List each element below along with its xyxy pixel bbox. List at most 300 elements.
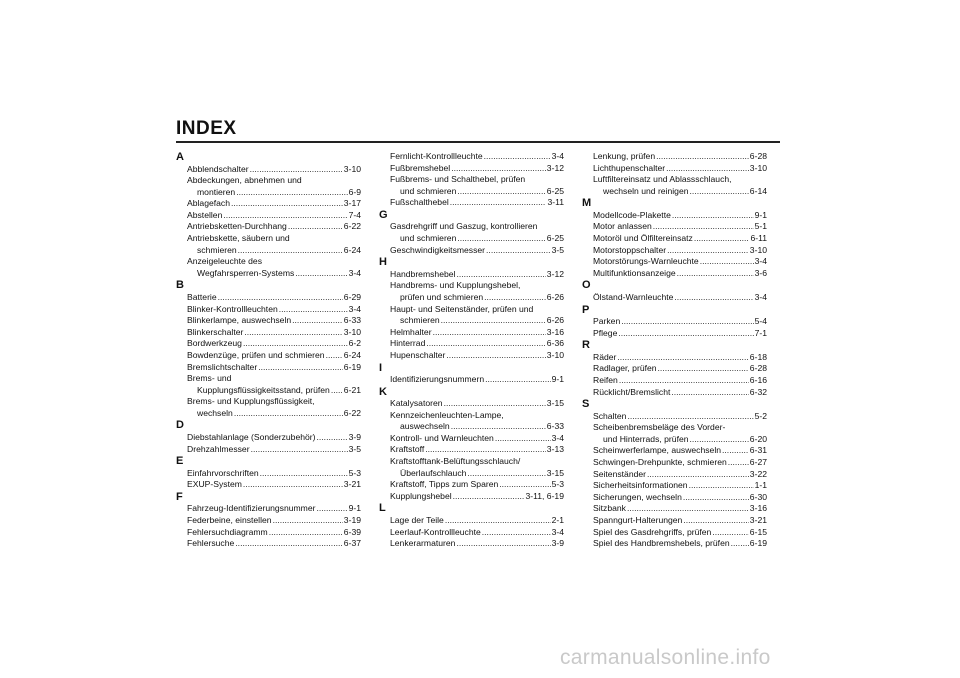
dot-leader xyxy=(495,433,551,445)
index-entry-text: montieren xyxy=(197,186,236,197)
index-entry-page: 3-22 xyxy=(749,468,767,479)
dot-leader xyxy=(627,411,753,423)
index-entry xyxy=(582,457,767,469)
dot-leader xyxy=(485,374,550,386)
index-entry-page: 6-31 xyxy=(749,445,767,456)
dot-leader xyxy=(317,503,348,515)
index-entry-page: 6-16 xyxy=(749,374,767,385)
index-entry-page: 6-32 xyxy=(749,386,767,397)
index-entry-page: 6-25 xyxy=(546,233,564,244)
index-entry-page: 6-28 xyxy=(749,151,767,161)
index-entry-text: Wegfahrsperren-Systems xyxy=(197,267,295,278)
dot-leader xyxy=(467,468,545,480)
index-entry-text: Sicherheitsinformationen xyxy=(593,480,688,491)
index-entry xyxy=(176,292,361,304)
index-entry-page: 6-33 xyxy=(546,421,564,432)
dot-leader xyxy=(451,421,546,433)
index-entry xyxy=(176,396,361,419)
dot-leader xyxy=(656,151,749,163)
index-entry-text: Scheibenbremsbeläge des Vorder- xyxy=(593,422,726,433)
index-entry-text: Bowdenzüge, prüfen und schmieren xyxy=(187,349,325,360)
index-entry-page: 6-26 xyxy=(546,315,564,326)
index-entry xyxy=(582,328,767,340)
index-entry-text: Fußbremshebel xyxy=(390,162,451,173)
index-entry xyxy=(176,210,361,222)
index-entry-text: Bremslichtschalter xyxy=(187,361,258,372)
index-entry-page: 3-15 xyxy=(546,467,564,478)
index-letter-heading: R xyxy=(582,339,590,352)
index-entry-page: 3-10 xyxy=(343,163,361,174)
index-entry-text: Kupplungsflüssigkeitsstand, prüfen xyxy=(197,384,330,395)
dot-leader xyxy=(453,491,525,503)
index-entry-text: Modellcode-Plakette xyxy=(593,209,671,220)
index-entry-text: Spiel des Gasdrehgriffs, prüfen xyxy=(593,526,712,537)
dot-leader xyxy=(689,480,754,492)
index-entry-text: Batterie xyxy=(187,291,217,302)
index-entry xyxy=(582,268,767,280)
dot-leader xyxy=(672,210,754,222)
index-entry-page: 9-1 xyxy=(551,374,564,384)
index-entry-text: Antriebskette, säubern und xyxy=(187,233,290,244)
index-entry-text: Einfahrvorschriften xyxy=(187,467,259,478)
dot-leader xyxy=(722,445,749,457)
dot-leader xyxy=(269,527,343,539)
index-entry xyxy=(582,515,767,527)
index-entry-text: Motor anlassen xyxy=(593,221,652,232)
index-entry-text: schmieren xyxy=(400,315,440,326)
index-entry-text: schmieren xyxy=(197,244,237,255)
index-entry xyxy=(582,151,767,163)
index-letter-heading: F xyxy=(176,490,183,503)
index-entry-text: Lage der Teile xyxy=(390,514,444,525)
dot-leader xyxy=(618,328,753,340)
index-entry xyxy=(379,245,564,257)
dot-leader xyxy=(653,221,754,233)
index-entry-text: EXUP-System xyxy=(187,479,242,490)
index-entry-text: Katalysatoren xyxy=(390,398,443,409)
index-entry-page: 6-15 xyxy=(749,526,767,537)
index-entry-page: 5-1 xyxy=(754,221,767,232)
dot-leader xyxy=(258,362,343,374)
dot-leader xyxy=(674,292,753,304)
index-entry-text: Kontroll- und Warnleuchten xyxy=(390,432,494,443)
dot-leader xyxy=(667,245,749,257)
index-entry-page: 3-4 xyxy=(551,151,564,161)
index-entry xyxy=(582,375,767,387)
index-entry-text: Brems- und Kupplungsflüssigkeit, xyxy=(187,396,315,407)
index-letter-heading: E xyxy=(176,455,184,468)
index-letter-heading: L xyxy=(379,502,386,515)
index-entry-page: 3-4 xyxy=(348,303,361,314)
index-entry xyxy=(582,411,767,423)
index-entry-page: 6-36 xyxy=(546,338,564,349)
index-entry xyxy=(176,468,361,480)
index-letter-heading: I xyxy=(379,361,383,374)
index-entry-text: Bordwerkzeug xyxy=(187,338,242,349)
index-entry xyxy=(176,362,361,374)
index-entry-text: Anzeigeleuchte des xyxy=(187,256,263,267)
index-entry-text: Kupplungshebel xyxy=(390,490,452,501)
index-entry-text: Blinkerschalter xyxy=(187,326,244,337)
index-entry xyxy=(176,175,361,198)
index-entry xyxy=(176,479,361,491)
index-entry-page: 6-9 xyxy=(348,186,361,197)
index-entry-page: 6-25 xyxy=(546,185,564,196)
index-entry xyxy=(582,422,767,445)
index-entry-text: Fußbrems- und Schalthebel, prüfen xyxy=(390,174,526,185)
index-entry-page: 6-29 xyxy=(343,291,361,302)
dot-leader xyxy=(331,385,343,397)
index-entry-page: 1-1 xyxy=(754,480,767,491)
index-entry xyxy=(379,491,564,503)
index-entry-text: Schalten xyxy=(593,410,627,421)
dot-leader xyxy=(273,515,343,527)
index-entry-page: 3-4 xyxy=(348,267,361,278)
index-entry xyxy=(379,151,564,163)
index-entry-page: 6-26 xyxy=(546,291,564,302)
index-entry xyxy=(176,164,361,176)
dot-leader xyxy=(292,315,343,327)
index-entry-text: Scheinwerferlampe, auswechseln xyxy=(593,445,722,456)
index-entry-page: 6-19 xyxy=(343,361,361,372)
index-entry-page: 6-22 xyxy=(343,407,361,418)
index-entry-text: Diebstahlanlage (Sonderzubehör) xyxy=(187,431,316,442)
index-entry xyxy=(176,338,361,350)
index-entry-page: 3-11 xyxy=(547,197,564,208)
index-entry-text: Fehlersuchdiagramm xyxy=(187,526,268,537)
dot-leader xyxy=(700,256,754,268)
index-entry-page: 3-10 xyxy=(343,326,361,337)
dot-leader xyxy=(712,527,748,539)
index-entry-text: Haupt- und Seitenständer, prüfen und xyxy=(390,303,534,314)
index-letter-heading: K xyxy=(379,385,387,398)
index-entry xyxy=(379,444,564,456)
index-entry xyxy=(379,350,564,362)
index-entry xyxy=(176,444,361,456)
dot-leader xyxy=(444,398,546,410)
index-entry xyxy=(379,433,564,445)
index-letter-heading: A xyxy=(176,151,184,163)
dot-leader xyxy=(235,538,343,550)
index-entry-page: 6-37 xyxy=(343,538,361,549)
index-entry-page: 3-4 xyxy=(754,256,767,267)
dot-leader xyxy=(441,315,546,327)
index-entry xyxy=(582,492,767,504)
index-entry-page: 3-9 xyxy=(348,431,361,442)
index-entry-page: 2-1 xyxy=(551,514,564,525)
dot-leader xyxy=(671,387,748,399)
dot-leader xyxy=(326,350,343,362)
dot-leader xyxy=(450,197,547,209)
index-entry xyxy=(176,527,361,539)
index-entry-text: Abblendschalter xyxy=(187,163,249,174)
index-entry-text: Kraftstofftank-Belüftungsschlauch/ xyxy=(390,456,521,467)
index-entry-text: Sicherungen, wechseln xyxy=(593,491,682,502)
index-entry-page: 3-17 xyxy=(343,198,361,209)
index-letter-heading: H xyxy=(379,256,387,269)
dot-leader xyxy=(243,338,348,350)
index-entry-page: 9-1 xyxy=(348,503,361,514)
index-entry xyxy=(379,174,564,197)
index-entry xyxy=(176,221,361,233)
index-entry xyxy=(379,515,564,527)
dot-leader xyxy=(728,457,749,469)
index-entry-text: Blinkerlampe, auswechseln xyxy=(187,315,292,326)
dot-leader xyxy=(223,210,347,222)
dot-leader xyxy=(446,350,545,362)
index-entry-text: Antriebsketten-Durchhang xyxy=(187,221,287,232)
dot-leader xyxy=(279,304,348,316)
index-entry-text: und schmieren xyxy=(400,233,457,244)
index-entry-text: Sitzbank xyxy=(593,503,626,514)
index-entry-text: Spanngurt-Halterungen xyxy=(593,514,683,525)
index-entry xyxy=(582,503,767,515)
dot-leader xyxy=(236,187,347,199)
index-entry-page: 3-16 xyxy=(546,326,564,337)
index-entry xyxy=(176,315,361,327)
index-entry-page: 3-15 xyxy=(546,398,564,409)
index-letter-heading: P xyxy=(582,303,590,316)
index-letter-heading: B xyxy=(176,279,184,292)
index-entry-page: 3-10 xyxy=(749,244,767,255)
dot-leader xyxy=(499,479,550,491)
index-entry-text: Rücklicht/Bremslicht xyxy=(593,386,671,397)
index-entry-text: Kennzeichenleuchten-Lampe, xyxy=(390,409,504,420)
index-letter-heading: S xyxy=(582,398,590,411)
dot-leader xyxy=(658,363,749,375)
index-letter-heading: D xyxy=(176,419,184,432)
index-entry-page: 3-4 xyxy=(754,291,767,302)
dot-leader xyxy=(295,268,347,280)
page-title: INDEX xyxy=(176,118,237,139)
index-entry-page: 3-19 xyxy=(343,514,361,525)
dot-leader xyxy=(683,515,748,527)
index-entry-text: Lenkerarmaturen xyxy=(390,538,456,549)
dot-leader xyxy=(731,538,749,550)
index-entry xyxy=(379,197,564,209)
dot-leader xyxy=(694,233,750,245)
index-entry-page: 3-21 xyxy=(343,479,361,490)
dot-leader xyxy=(457,233,545,245)
index-entry xyxy=(582,363,767,375)
index-entry-text: prüfen und schmieren xyxy=(400,291,484,302)
dot-leader xyxy=(617,352,748,364)
index-entry-page: 5-3 xyxy=(551,479,564,490)
index-entry-text: Lenkung, prüfen xyxy=(593,151,656,161)
index-entry xyxy=(379,538,564,550)
index-entry-text: Fahrzeug-Identifizierungsnummer xyxy=(187,503,316,514)
index-entry xyxy=(176,432,361,444)
index-entry-text: Helmhalter xyxy=(390,326,432,337)
index-column-3 xyxy=(582,151,767,550)
index-entry-page: 5-3 xyxy=(348,467,361,478)
index-entry xyxy=(379,338,564,350)
index-entry-page: 3-5 xyxy=(348,443,361,454)
dot-leader xyxy=(260,468,348,480)
index-entry xyxy=(379,269,564,281)
dot-leader xyxy=(456,538,550,550)
index-entry xyxy=(379,410,564,433)
index-entry-text: Räder xyxy=(593,351,617,362)
dot-leader xyxy=(677,268,754,280)
index-entry-text: Hinterrad xyxy=(390,338,426,349)
index-entry-text: Handbremshebel xyxy=(390,268,456,279)
dot-leader xyxy=(234,408,343,420)
index-entry-text: und schmieren xyxy=(400,185,457,196)
index-entry-text: Identifizierungsnummern xyxy=(390,374,485,384)
index-entry xyxy=(379,374,564,386)
index-entry-page: 6-19 xyxy=(749,538,767,549)
dot-leader xyxy=(251,444,348,456)
index-entry-page: 3-13 xyxy=(546,444,564,455)
index-entry xyxy=(379,163,564,175)
index-entry xyxy=(176,515,361,527)
index-entry-text: Lichthupenschalter xyxy=(593,162,666,173)
index-entry-text: Motorstörungs-Warnleuchte xyxy=(593,256,699,267)
dot-leader xyxy=(619,375,749,387)
index-entry xyxy=(379,527,564,539)
index-column-2 xyxy=(379,151,564,550)
index-entry-page: 3-16 xyxy=(749,503,767,514)
index-entry xyxy=(582,469,767,481)
index-entry xyxy=(582,221,767,233)
index-entry xyxy=(582,174,767,197)
index-entry-page: 6-2 xyxy=(348,338,361,349)
index-entry xyxy=(379,304,564,327)
index-letter-heading: G xyxy=(379,208,388,221)
index-entry-text: Kraftstoff xyxy=(390,444,425,455)
index-entry-text: Abstellen xyxy=(187,209,223,220)
index-entry-page: 6-18 xyxy=(749,351,767,362)
index-entry-page: 6-30 xyxy=(749,491,767,502)
index-entry xyxy=(582,233,767,245)
index-entry-text: Ölstand-Warnleuchte xyxy=(593,291,674,302)
index-entry-page: 6-39 xyxy=(343,526,361,537)
index-entry-page: 6-28 xyxy=(749,363,767,374)
dot-leader xyxy=(666,163,749,175)
index-entry-text: Seitenständer xyxy=(593,468,647,479)
index-entry-text: Spiel des Handbremshebels, prüfen xyxy=(593,538,730,549)
dot-leader xyxy=(243,479,343,491)
index-entry-page: 6-27 xyxy=(749,456,767,467)
index-entry xyxy=(176,373,361,396)
index-entry-text: Abdeckungen, abnehmen und xyxy=(187,175,302,186)
dot-leader xyxy=(486,245,551,257)
dot-leader xyxy=(690,186,749,198)
index-entry xyxy=(582,163,767,175)
index-entry-text: Pflege xyxy=(593,327,618,338)
index-entry xyxy=(379,479,564,491)
index-entry-text: Gasdrehgriff und Gaszug, kontrollieren xyxy=(390,221,538,232)
index-entry-page: 9-1 xyxy=(754,209,767,220)
index-entry xyxy=(176,327,361,339)
dot-leader xyxy=(238,245,343,257)
index-entry xyxy=(582,538,767,550)
index-entry-page: 3-12 xyxy=(546,162,564,173)
watermark[interactable]: carmanualsonline.info xyxy=(560,646,771,669)
index-entry-page: 3-9 xyxy=(551,538,564,549)
index-entry-text: Schwingen-Drehpunkte, schmieren xyxy=(593,456,727,467)
dot-leader xyxy=(484,151,551,163)
index-entry-page: 3-21 xyxy=(749,514,767,525)
index-entry xyxy=(176,538,361,550)
dot-leader xyxy=(433,327,546,339)
dot-leader xyxy=(457,186,545,198)
index-entry-page: 6-20 xyxy=(749,433,767,444)
dot-leader xyxy=(425,444,546,456)
index-entry-page: 7-1 xyxy=(754,327,767,338)
dot-leader xyxy=(683,492,749,504)
index-entry-text: Motoröl und Ölfiltereinsatz xyxy=(593,233,693,244)
index-entry xyxy=(176,256,361,279)
index-entry xyxy=(176,233,361,256)
index-entry xyxy=(176,350,361,362)
index-entry-text: Fernlicht-Kontrollleuchte xyxy=(390,151,483,161)
index-entry-page: 3-10 xyxy=(546,349,564,360)
index-entry-page: 3-4 xyxy=(551,432,564,443)
index-entry xyxy=(582,480,767,492)
dot-leader xyxy=(317,432,348,444)
index-entry xyxy=(582,210,767,222)
index-entry xyxy=(582,316,767,328)
index-entry xyxy=(379,221,564,244)
index-entry-text: Drehzahlmesser xyxy=(187,443,250,454)
index-entry xyxy=(176,304,361,316)
index-entry-page: 6-22 xyxy=(343,221,361,232)
index-entry-page: 6-21 xyxy=(343,384,361,395)
dot-leader xyxy=(621,316,753,328)
index-entry-text: Handbrems- und Kupplungshebel, xyxy=(390,280,521,291)
index-entry-page: 6-14 xyxy=(749,185,767,196)
index-entry-text: und Hinterrads, prüfen xyxy=(603,433,689,444)
index-entry-page: 3-12 xyxy=(546,268,564,279)
index-entry xyxy=(582,445,767,457)
dot-leader xyxy=(244,327,342,339)
index-entry xyxy=(176,503,361,515)
index-entry-text: Leerlauf-Kontrollleuchte xyxy=(390,526,481,537)
index-entry-page: 3-5 xyxy=(551,244,564,255)
dot-leader xyxy=(426,338,545,350)
index-entry-text: Fußschalthebel xyxy=(390,197,449,208)
index-entry-text: Federbeine, einstellen xyxy=(187,514,272,525)
index-entry-page: 6-33 xyxy=(343,315,361,326)
index-entry-text: Ablagefach xyxy=(187,198,231,209)
index-entry-text: Kraftstoff, Tipps zum Sparen xyxy=(390,479,499,490)
dot-leader xyxy=(445,515,551,527)
index-entry-text: Brems- und xyxy=(187,373,232,384)
dot-leader xyxy=(218,292,343,304)
index-letter-heading: M xyxy=(582,197,592,210)
index-entry-text: Radlager, prüfen xyxy=(593,363,657,374)
dot-leader xyxy=(482,527,551,539)
index-entry-text: wechseln xyxy=(197,407,233,418)
index-entry-text: Luftfiltereinsatz und Ablassschlauch, xyxy=(593,174,732,185)
dot-leader xyxy=(231,198,343,210)
index-entry-text: Blinker-Kontrollleuchten xyxy=(187,303,278,314)
index-entry-page: 5-2 xyxy=(754,410,767,421)
index-entry-text: Überlaufschlauch xyxy=(400,467,467,478)
index-entry-page: 6-11 xyxy=(750,233,767,244)
dot-leader xyxy=(456,269,545,281)
index-entry-text: auswechseln xyxy=(400,421,450,432)
dot-leader xyxy=(690,434,749,446)
index-entry xyxy=(379,456,564,479)
dot-leader xyxy=(250,164,343,176)
index-entry xyxy=(176,198,361,210)
index-entry-page: 7-4 xyxy=(348,209,361,220)
index-entry xyxy=(379,327,564,339)
index-entry xyxy=(582,245,767,257)
